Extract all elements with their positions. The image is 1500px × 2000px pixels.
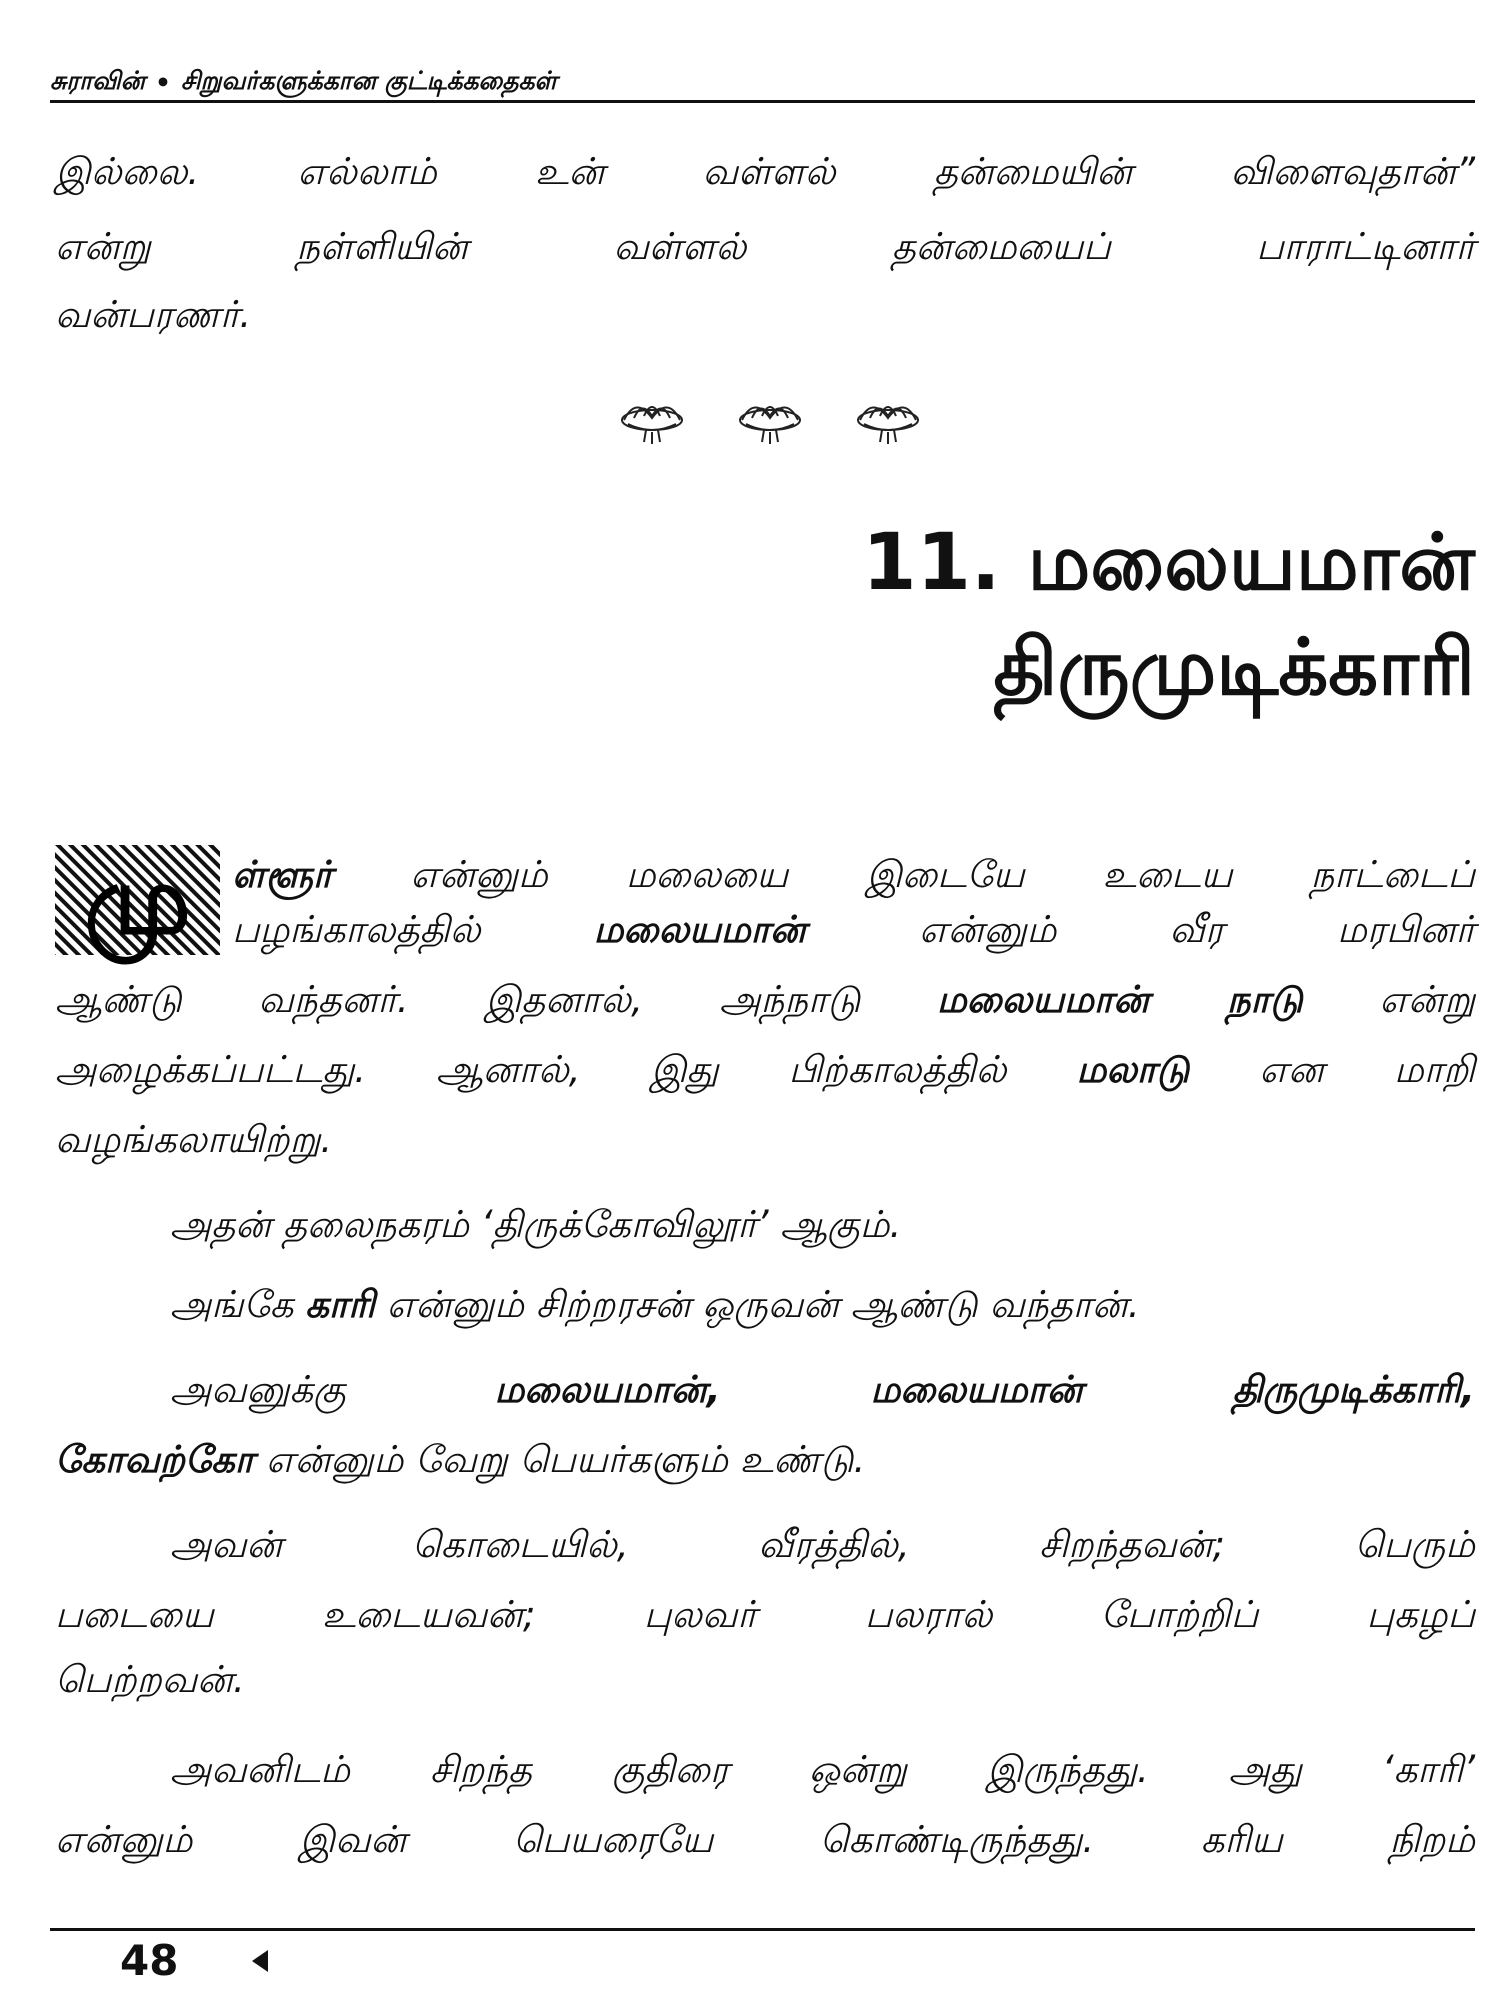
para5-line-3: பெற்றவன். [55, 1658, 245, 1701]
para6-line-1: அவனிடம் சிறந்த குதிரை ஒன்று இருந்தது. அது ‘காரி’ [170, 1748, 1475, 1791]
para4-bold-2: கோவற்கோ [55, 1438, 255, 1481]
section-ornaments [620, 390, 920, 450]
page-number: 48 [120, 1936, 179, 1985]
para4-text-1: அவனுக்கு [170, 1368, 495, 1411]
para1-text-2b: என்னும் வீர மரபினர் [805, 908, 1475, 951]
footer-rule [50, 1928, 1475, 1931]
para3-text-a: அங்கே [170, 1283, 306, 1326]
para4-text-2: என்னும் வேறு பெயர்களும் உண்டு. [254, 1438, 866, 1481]
para1-text-1: என்னும் மலையை இடையே உடைய நாட்டைப் [332, 853, 1475, 896]
para6-line-2: என்னும் இவன் பெயரையே கொண்டிருந்தது. கரிய நிறம் [55, 1818, 1475, 1861]
para1-bold-1: ள்ளூர் [232, 853, 333, 896]
para1-bold-2: மலையமான் [593, 908, 806, 951]
intro-line-2: என்று நள்ளியின் வள்ளல் தன்மையைப் பாராட்டினார் [55, 225, 1475, 268]
para2-line: அதன் தலைநகரம் ‘திருக்கோவிலூர்’ ஆகும். [170, 1203, 902, 1246]
para1-line-1 [232, 850, 1475, 900]
header-separator: • [154, 67, 171, 97]
para4-line-2 [55, 1435, 1475, 1485]
para1-text-4b: என மாறி [1189, 1048, 1475, 1091]
chapter-title-line-1: 11. மலையமான் [862, 518, 1475, 608]
para4-line-1 [170, 1365, 1475, 1415]
intro-line-1: இல்லை. எல்லாம் உன் வள்ளல் தன்மையின் விளைவுதான்” [55, 150, 1475, 193]
drop-cap [55, 845, 220, 955]
chapter-title-line-2: திருமுடிக்காரி [993, 623, 1475, 713]
para1-bold-3: மலையமான் நாடு [936, 978, 1303, 1021]
book-prefix: சுராவின் [50, 65, 145, 95]
para1-text-2a: பழங்காலத்தில் [232, 908, 594, 951]
para1-text-4a: அழைக்கப்பட்டது. ஆனால், இது பிற்காலத்தில் [55, 1048, 1077, 1091]
para3-bold: காரி [305, 1283, 375, 1326]
lotus-icon [620, 390, 684, 446]
book-title: சிறுவர்களுக்கான குட்டிக்கதைகள் [180, 65, 558, 95]
para4-bold-1: மலையமான், மலையமான் திருமுடிக்காரி, [494, 1368, 1475, 1411]
para1-text-3a: ஆண்டு வந்தனர். இதனால், அந்நாடு [55, 978, 937, 1021]
triangle-left-icon [252, 1950, 268, 1972]
para1-text-3b: என்று [1302, 978, 1475, 1021]
para3-line [170, 1280, 1475, 1330]
para1-line-2 [232, 905, 1475, 955]
para3-text-b: என்னும் சிற்றரசன் ஒருவன் ஆண்டு வந்தான். [374, 1283, 1140, 1326]
para5-line-2: படையை உடையவன்; புலவர் பலரால் போற்றிப் புகழப் [55, 1593, 1475, 1636]
drop-cap-letter: மு [84, 844, 191, 956]
para5-line-1: அவன் கொடையில், வீரத்தில், சிறந்தவன்; பெரும் [170, 1523, 1475, 1566]
para1-line-5: வழங்கலாயிற்று. [55, 1118, 333, 1161]
para1-line-4 [55, 1045, 1475, 1095]
para1-line-3 [55, 975, 1475, 1025]
running-header [50, 62, 1470, 102]
intro-line-3: வன்பரணர். [55, 293, 252, 336]
header-rule [50, 100, 1475, 103]
para1-bold-4: மலாடு [1076, 1048, 1190, 1091]
lotus-icon [856, 390, 920, 446]
lotus-icon [738, 390, 802, 446]
